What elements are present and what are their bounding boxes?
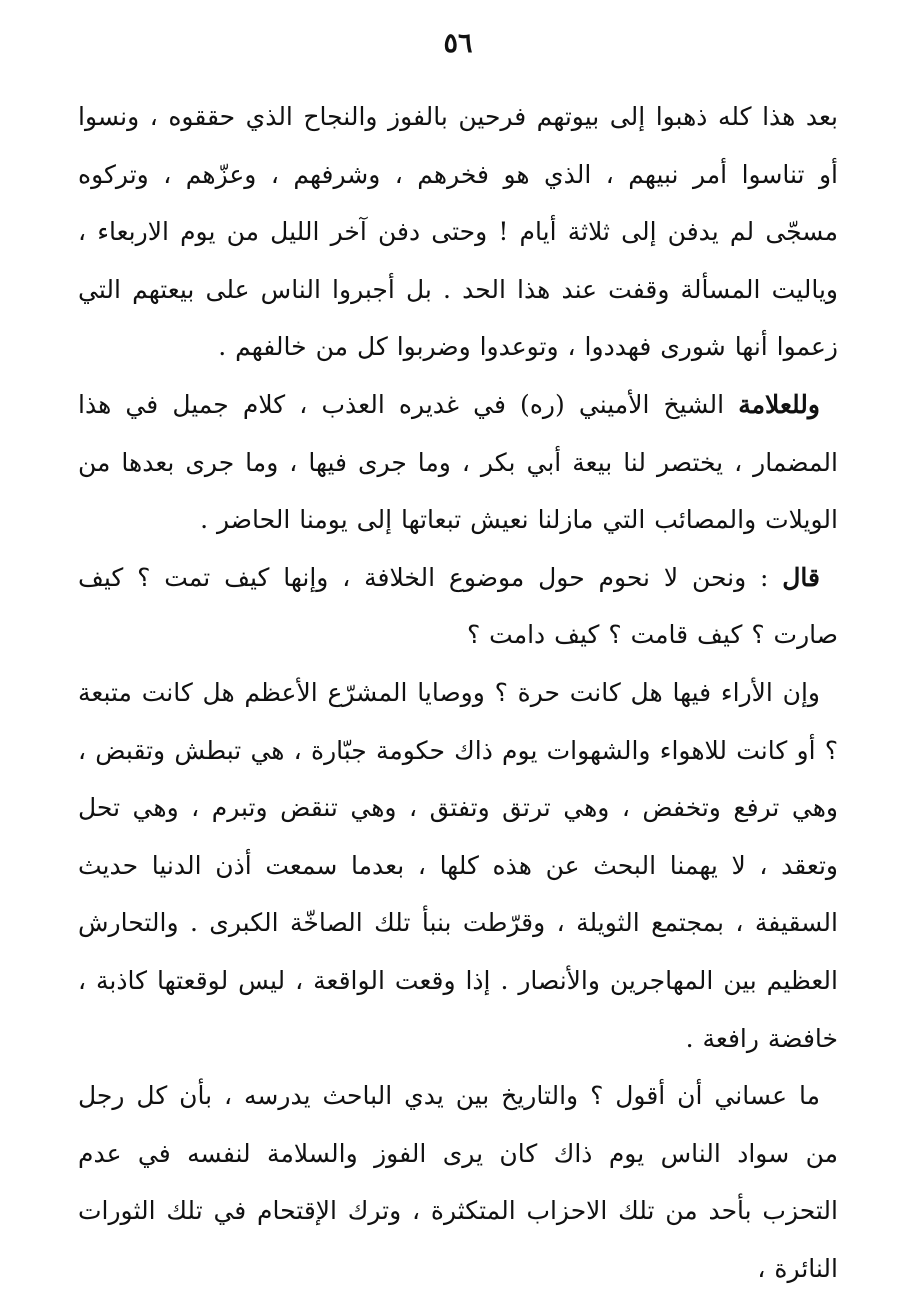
paragraph-3 — [78, 549, 838, 664]
paragraph-2-lead: وللعلامة — [738, 389, 820, 419]
paragraph-2 — [78, 376, 838, 549]
body-text — [78, 88, 838, 1297]
paragraph-5: ما عساني أن أقول ؟ والتاريخ بين يدي الباحث يدرسه ، بأن كل رجل من سواد الناس يوم ذاك كان يرى الفوز والسلامة لنفسه في عدم التحزب بأحد من تلك الاحزاب المتكثرة ، وترك الإقتحام في تلك الثورات النائرة ، — [78, 1081, 838, 1283]
page-number: ٥٦ — [443, 28, 473, 59]
paragraph-3-text: : ونحن لا نحوم حول موضوع الخلافة ، وإنها كيف تمت ؟ كيف صارت ؟ كيف قامت ؟ كيف دامت ؟ — [78, 562, 838, 650]
paragraph-4: وإن الأراء فيها هل كانت حرة ؟ ووصايا المشرّع الأعظم هل كانت متبعة ؟ أو كانت للاهواء والشهوات يوم ذاك حكومة جبّارة ، هي تبطش وتقبض ، وهي ترفع وتخفض ، وهي ترتق وتفتق ، وهي تنقض وتبرم ، وهي تحل وتعقد ، لا يهمنا البحث عن هذه كلها ، بعدما سمعت أذن الدنيا حديث السقيفة ، بمجتمع الثويلة ، وقرّطت بنبأ تلك الصاخّة الكبرى . والتحارش العظيم بين المهاجرين والأنصار . إذا وقعت الواقعة ، ليس لوقعتها كاذبة ، خافضة رافعة . — [78, 677, 838, 1053]
paragraph-3-lead: قال — [782, 562, 820, 592]
paragraph-2-text: الشيخ الأميني (ره) في غديره العذب ، كلام جميل في هذا المضمار ، يختصر لنا بيعة أبي بكر ، وما جرى فيها ، وما جرى بعدها من الويلات والمصائب التي مازلنا نعيش تبعاتها إلى يومنا الحاضر . — [78, 389, 838, 535]
paragraph-1: بعد هذا كله ذهبوا إلى بيوتهم فرحين بالفوز والنجاح الذي حققوه ، ونسوا أو تناسوا أمر نبيهم ، الذي هو فخرهم ، وشرفهم ، وعزّهم ، وتركوه مسجّى لم يدفن إلى ثلاثة أيام ! وحتى دفن آخر الليل من يوم الاربعاء ، وياليت المسألة وقفت عند هذا الحد . بل أجبروا الناس على بيعتهم التي زعموا أنها شورى فهددوا ، وتوعدوا وضربوا كل من خالفهم . — [78, 102, 838, 362]
